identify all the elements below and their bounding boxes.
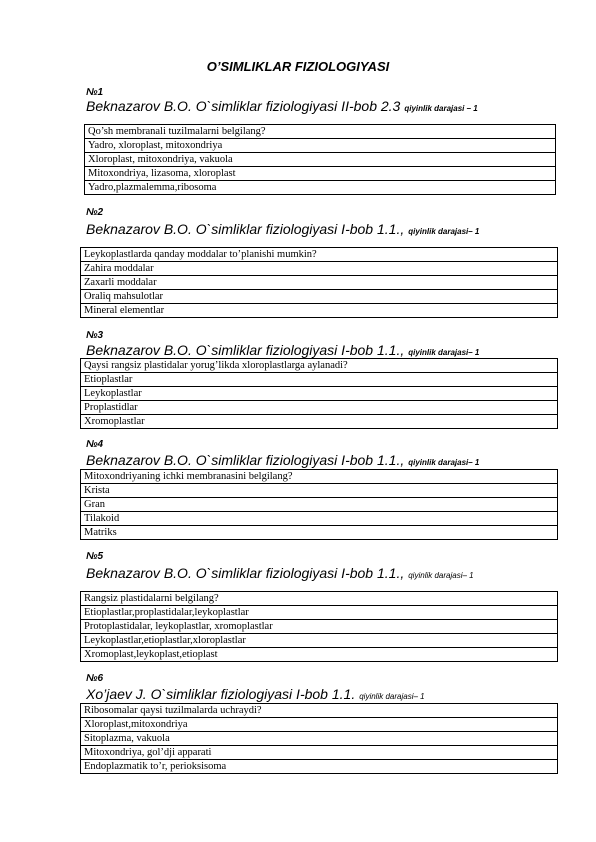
question-1-table [84,124,556,195]
answer-option: Xloroplast, mitoxondriya, vakuola [85,153,556,167]
answer-option: Sitoplazma, vakuola [81,732,558,746]
question-1-reference: Beknazarov B.O. O`simliklar fiziologiyasi II-bob 2.3 [86,98,401,114]
answer-option: Yadro,plazmalemma,ribosoma [85,181,556,195]
answer-option: Zaxarli moddalar [81,276,558,290]
question-row [81,359,558,373]
question-2-number: №2 [86,207,104,218]
answer-row [81,512,558,526]
answer-option: Zahira moddalar [81,262,558,276]
question-3-reference: Beknazarov B.O. O`simliklar fiziologiyasi I-bob 1.1., [86,342,405,358]
answer-row [81,620,558,634]
answer-option: Etioplastlar,proplastidalar,leykoplastlar [81,606,558,620]
question-2-reference: Beknazarov B.O. O`simliklar fiziologiyasi I-bob 1.1., [86,221,405,237]
question-text: Rangsiz plastidalarni belgilang? [81,592,558,606]
question-row [85,125,556,139]
question-row [81,704,558,718]
answer-option: Yadro, xloroplast, mitoxondriya [85,139,556,153]
question-4-number: №4 [86,439,104,450]
answer-row [81,746,558,760]
answer-option: Mitoxondriya, lizasoma, xloroplast [85,167,556,181]
answer-row [81,760,558,774]
answer-row [81,484,558,498]
question-1-source [86,98,478,117]
question-1-difficulty: qiyinlik darajasi – 1 [404,104,478,113]
answer-row [85,181,556,195]
question-text: Qo’sh membranali tuzilmalarni belgilang? [85,125,556,139]
question-text: Ribosomalar qaysi tuzilmalarda uchraydi? [81,704,558,718]
question-1-number: №1 [86,87,104,98]
answer-option: Etioplastlar [81,373,558,387]
question-row [81,592,558,606]
question-6-number: №6 [86,673,104,684]
question-text: Mitoxondriyaning ichki membranasini belgilang? [81,470,558,484]
answer-option: Xromoplast,leykoplast,etioplast [81,648,558,662]
answer-row [81,276,558,290]
answer-option: Matriks [81,526,558,540]
question-5-number: №5 [86,551,104,562]
answer-option: Leykoplastlar [81,387,558,401]
question-5-table [80,591,558,662]
answer-option: Proplastidlar [81,401,558,415]
question-3-number: №3 [86,330,104,341]
question-5-reference: Beknazarov B.O. O`simliklar fiziologiyasi I-bob 1.1., [86,565,405,581]
question-2-source [86,221,479,240]
answer-row [85,167,556,181]
question-5-source [86,565,474,584]
question-5-difficulty: qiyinlik darajasi– 1 [408,571,474,580]
answer-row [81,304,558,318]
answer-row [81,262,558,276]
answer-option: Mitoxondriya, gol’dji apparati [81,746,558,760]
question-text: Qaysi rangsiz plastidalar yorug’likda xloroplastlarga aylanadi? [81,359,558,373]
answer-row [81,401,558,415]
answer-row [81,373,558,387]
answer-row [85,139,556,153]
answer-option: Xromoplastlar [81,415,558,429]
answer-option: Mineral elementlar [81,304,558,318]
question-2-table [80,247,558,318]
answer-row [81,732,558,746]
question-3-table [80,358,558,429]
answer-row [81,606,558,620]
answer-row [85,153,556,167]
answer-option: Protoplastidalar, leykoplastlar, xromoplastlar [81,620,558,634]
answer-option: Gran [81,498,558,512]
question-6-table [80,703,558,774]
answer-row [81,526,558,540]
question-row [81,470,558,484]
answer-option: Oraliq mahsulotlar [81,290,558,304]
answer-option: Krista [81,484,558,498]
answer-option: Xloroplast,mitoxondriya [81,718,558,732]
answer-row [81,498,558,512]
document-title: O’SIMLIKLAR FIZIOLOGIYASI [206,59,390,74]
answer-row [81,290,558,304]
answer-row [81,648,558,662]
answer-row [81,718,558,732]
question-3-difficulty: qiyinlik darajasi– 1 [408,348,480,357]
answer-option: Leykoplastlar,etioplastlar,xloroplastlar [81,634,558,648]
question-2-difficulty: qiyinlik darajasi– 1 [408,227,480,236]
answer-option: Tilakoid [81,512,558,526]
answer-row [81,634,558,648]
answer-row [81,415,558,429]
question-4-reference: Beknazarov B.O. O`simliklar fiziologiyasi I-bob 1.1., [86,452,405,468]
question-6-reference: Xo’jaev J. O`simliklar fiziologiyasi I-bob 1.1. [86,686,356,702]
answer-row [81,387,558,401]
question-row [81,248,558,262]
answer-option: Endoplazmatik to’r, perioksisoma [81,760,558,774]
question-4-difficulty: qiyinlik darajasi– 1 [408,458,480,467]
question-6-difficulty: qiyinlik darajasi– 1 [359,692,425,701]
question-text: Leykoplastlarda qanday moddalar to’planishi mumkin? [81,248,558,262]
question-4-table [80,469,558,540]
